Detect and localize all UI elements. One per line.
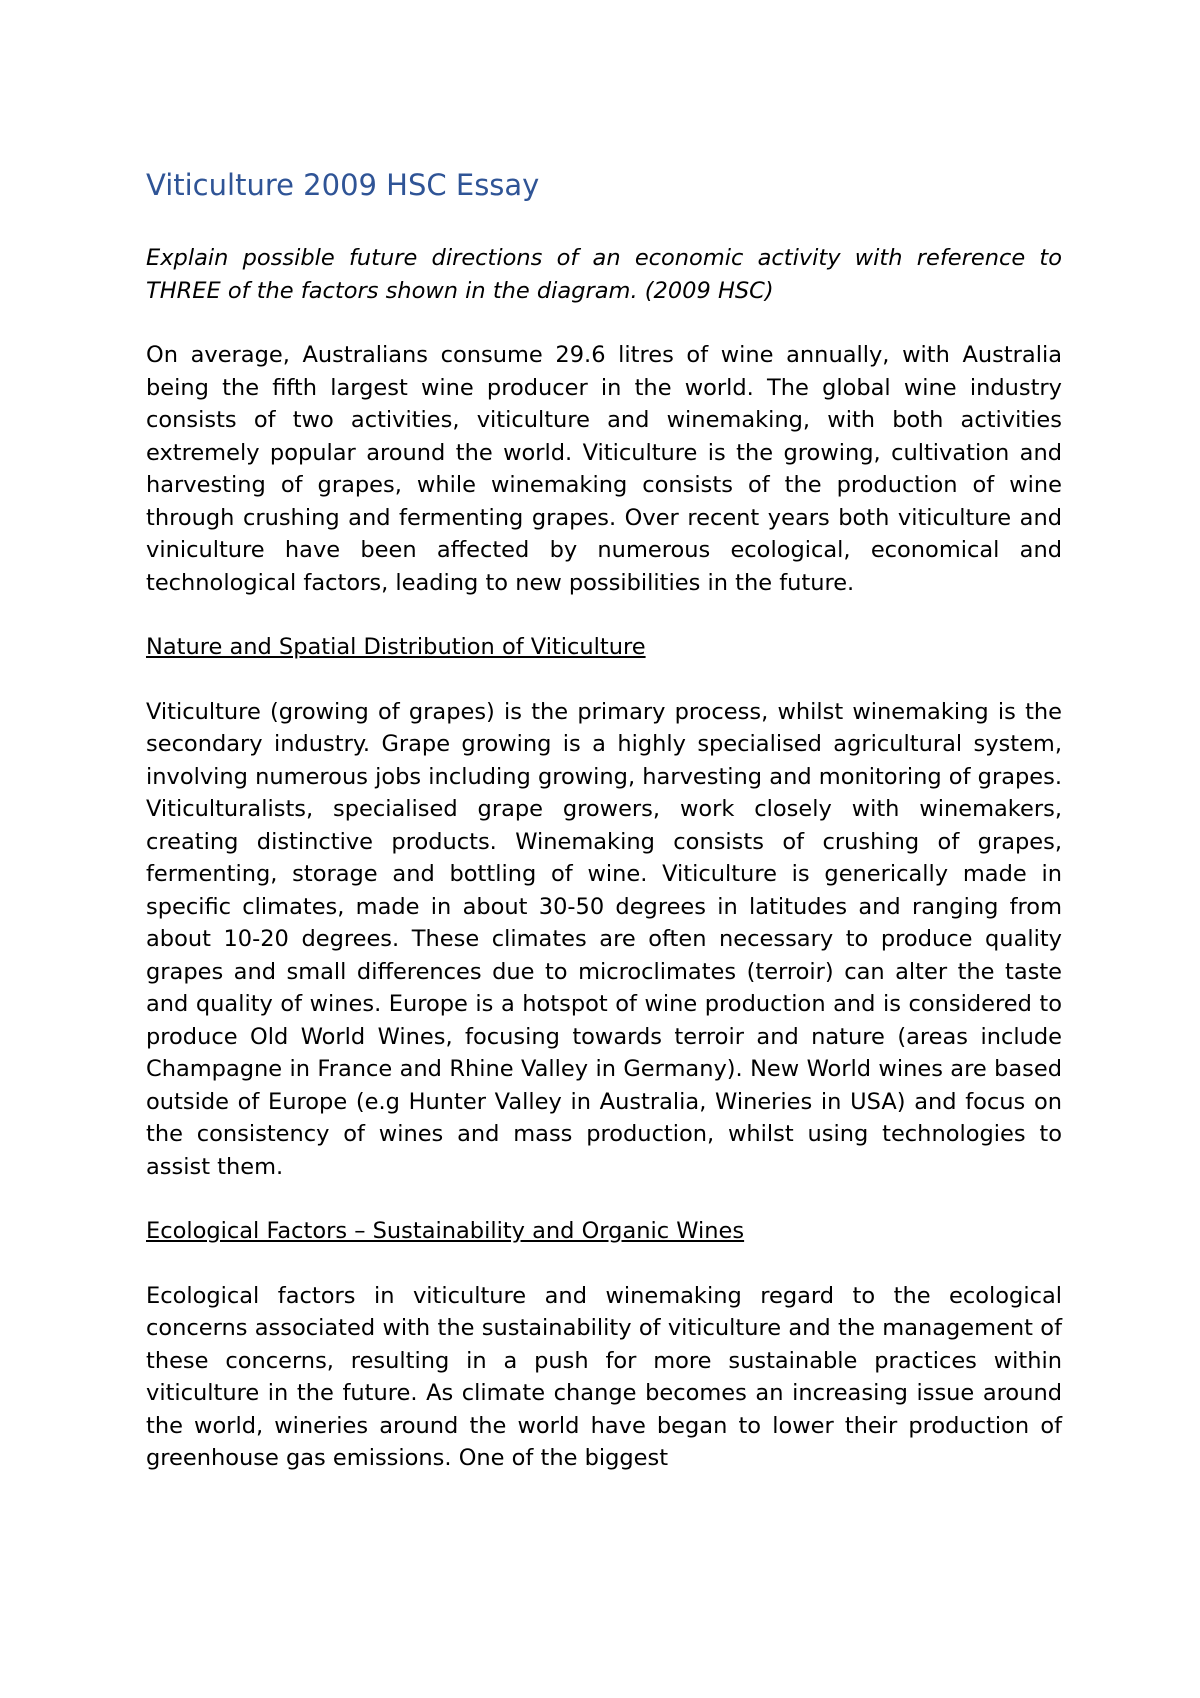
document-page <box>146 168 1062 1507</box>
ecological-factors-paragraph: Ecological factors in viticulture and winemaking regard to the ecological concerns associated with the sustainability of viticulture and the management of these concerns, resulting in a push for more sustainable practices within viticulture in the future. As climate change becomes an increasing issue around the world, wineries around the world have began to lower their production of greenhouse gas emissions. One of the biggest <box>146 1282 1062 1471</box>
document-title: Viticulture 2009 HSC Essay <box>146 168 540 202</box>
section-heading-ecological-factors: Ecological Factors – Sustainability and Organic Wines <box>146 1218 745 1244</box>
nature-distribution-paragraph: Viticulture (growing of grapes) is the primary process, whilst winemaking is the secondary industry. Grape growing is a highly specialised agricultural system, involving numerous jobs including growing, harvesting and monitoring of grapes. Viticulturalists, specialised grape growers, work closely with winemakers, creating distinctive products. Winemaking consists of crushing of grapes, fermenting, storage and bottling of wine. Viticulture is generically made in specific climates, made in about 30-50 degrees in latitudes and ranging from about 10-20 degrees. These climates are often necessary to produce quality grapes and small differences due to microclimates (terroir) can alter the taste and quality of wines. Europe is a hotspot of wine production and is considered to produce Old World Wines, focusing towards terroir and nature (areas include Champagne in France and Rhine Valley in Germany). New World wines are based outside of Europe (e.g Hunter Valley in Australia, Wineries in USA) and focus on the consistency of wines and mass production, whilst using technologies to assist them. <box>146 698 1062 1180</box>
intro-paragraph: On average, Australians consume 29.6 litres of wine annually, with Australia being the fifth largest wine producer in the world. The global wine industry consists of two activities, viticulture and winemaking, with both activities extremely popular around the world. Viticulture is the growing, cultivation and harvesting of grapes, while winemaking consists of the production of wine through crushing and fermenting grapes. Over recent years both viticulture and viniculture have been affected by numerous ecological, economical and technological factors, leading to new possibilities in the future. <box>146 342 1062 596</box>
section-heading-nature-distribution: Nature and Spatial Distribution of Viticulture <box>146 634 646 660</box>
essay-prompt: Explain possible future directions of an economic activity with reference to THREE of the factors shown in the diagram. (2009 HSC) <box>146 245 1062 304</box>
